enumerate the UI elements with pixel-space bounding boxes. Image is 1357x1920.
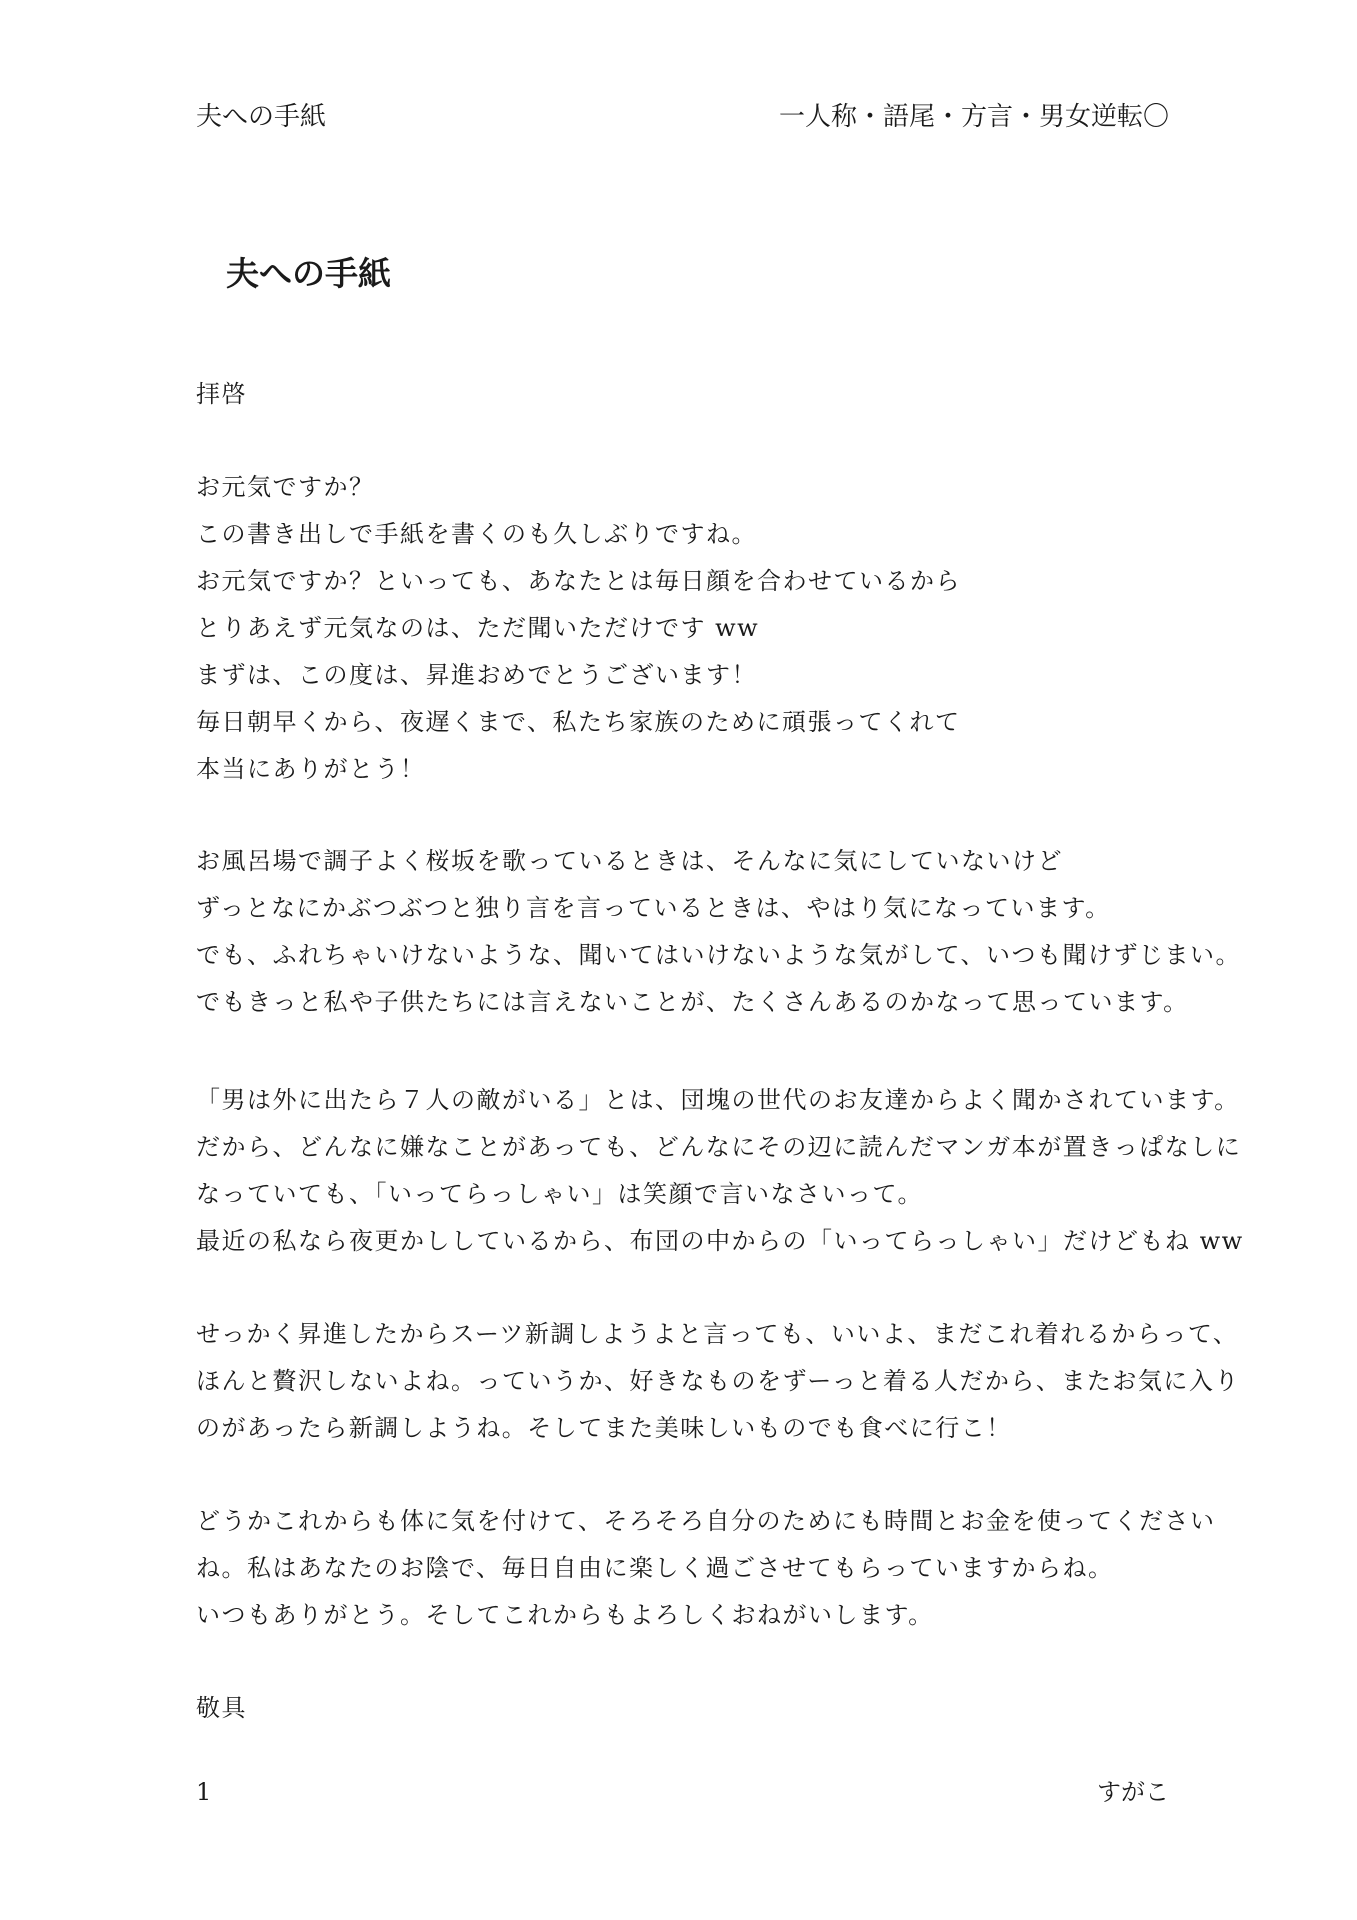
paragraph-line: せっかく昇進したからスーツ新調しようよと言っても、いいよ、まだこれ着れるからって、 <box>196 1320 1239 1348</box>
paragraph-3 <box>196 1077 1244 1265</box>
paragraph-line: お元気ですか？ <box>196 473 375 501</box>
header-tags: 一人称・語尾・方言・男女逆転〇 <box>778 102 1169 132</box>
paragraph-line: どうかこれからも体に気を付けて、そろそろ自分のためにも時間とお金を使ってください <box>196 1507 1216 1535</box>
paragraph-line: いつもありがとう。そしてこれからもよろしくおねがいします。 <box>196 1601 934 1629</box>
paragraph-line: 毎日朝早くから、夜遅くまで、私たち家族のために頑張ってくれて <box>196 708 961 736</box>
page-title: 夫への手紙 <box>226 254 391 293</box>
paragraph-line: 本当にありがとう！ <box>196 755 426 783</box>
paragraph-line: この書き出しで手紙を書くのも久しぶりですね。 <box>196 520 757 548</box>
closing-text: 敬具 <box>196 1694 247 1722</box>
paragraph-line: まずは、この度は、昇進おめでとうございます！ <box>196 661 757 689</box>
paragraph-line: のがあったら新調しようね。そしてまた美味しいものでも食べに行こ！ <box>196 1414 1012 1442</box>
paragraph-line: なっていても、「いってらっしゃい」は笑顔で言いなさいって。 <box>196 1180 924 1208</box>
paragraph-line: ずっとなにかぶつぶつと独り言を言っているときは、やはり気になっています。 <box>196 894 1111 922</box>
paragraph-line: ほんと贅沢しないよね。っていうか、好きなものをずーっと着る人だから、またお気に入り <box>196 1367 1240 1395</box>
paragraph-line: でも、ふれちゃいけないような、聞いてはいけないような気がして、いつも聞けずじまい。 <box>196 941 1242 969</box>
paragraph-2 <box>196 838 1242 1026</box>
closing <box>196 1685 1176 1732</box>
paragraph-5 <box>196 1498 1216 1639</box>
paragraph-4 <box>196 1311 1240 1452</box>
paragraph-line: 最近の私なら夜更かししているから、布団の中からの「いってらっしゃい」だけどもね ww <box>196 1227 1244 1255</box>
paragraph-line: ね。私はあなたのお陰で、毎日自由に楽しく過ごさせてもらっていますからね。 <box>196 1554 1114 1582</box>
author-name: すがこ <box>1097 1778 1169 1806</box>
header-title: 夫への手紙 <box>196 102 327 132</box>
salutation-text: 拝啓 <box>196 380 247 408</box>
salutation <box>196 371 1176 418</box>
page-number: 1 <box>196 1778 212 1806</box>
paragraph-line: だから、どんなに嫌なことがあっても、どんなにその辺に読んだマンガ本が置きっぱなしに <box>196 1133 1242 1161</box>
paragraph-line: お風呂場で調子よく桜坂を歌っているときは、そんなに気にしていないけど <box>196 847 1063 875</box>
paragraph-line: とりあえず元気なのは、ただ聞いただけです ww <box>196 614 760 642</box>
paragraph-line: お元気ですか？といっても、あなたとは毎日顔を合わせているから <box>196 567 961 595</box>
paragraph-line: でもきっと私や子供たちには言えないことが、たくさんあるのかなって思っています。 <box>196 988 1189 1016</box>
paragraph-line: 「男は外に出たら７人の敵がいる」とは、団塊の世代のお友達からよく聞かされています。 <box>196 1086 1240 1114</box>
paragraph-1 <box>196 464 1176 793</box>
